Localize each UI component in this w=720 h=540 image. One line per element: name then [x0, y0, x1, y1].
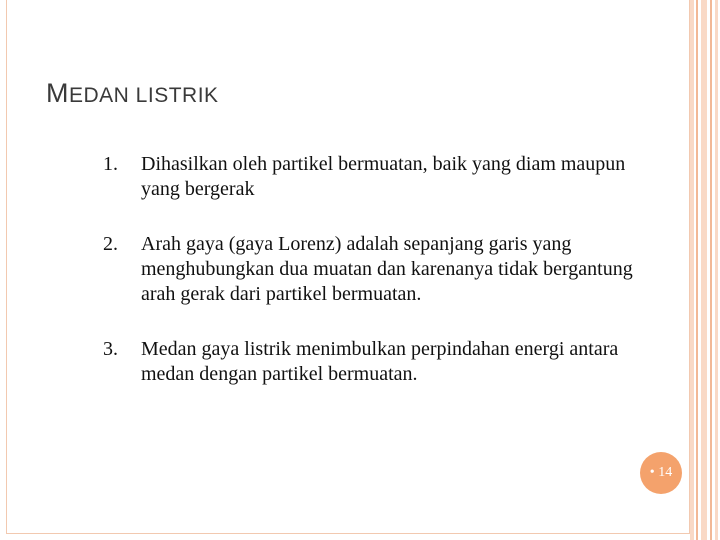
numbered-list [103, 152, 663, 387]
list-item-text: Medan gaya listrik menimbulkan perpindahan energi antara medan dengan partikel bermuatan. [141, 338, 619, 385]
list-item-text: Arah gaya (gaya Lorenz) adalah sepanjang garis yang menghubungkan dua muatan dan karenanya tidak bergantung arah gerak dari partikel bermuatan. [141, 233, 633, 305]
list-item-number: 1. [103, 153, 118, 175]
list-item [103, 337, 663, 387]
stripe-1 [690, 0, 694, 540]
page-number: • 14 [649, 465, 673, 480]
stripe-2 [696, 0, 698, 540]
list-item-text: Dihasilkan oleh partikel bermuatan, baik yang diam maupun yang bergerak [141, 153, 626, 200]
slide-title-rest: EDAN LISTRIK [69, 84, 219, 107]
list-item-number: 3. [103, 338, 118, 360]
slide-title-initial: M [46, 78, 69, 108]
list-item [103, 232, 663, 307]
list-item [103, 152, 663, 202]
stripe-4 [710, 0, 712, 540]
stripe-5 [715, 0, 718, 540]
slide-title [46, 78, 219, 109]
list-item-number: 2. [103, 233, 118, 255]
stripe-3 [701, 0, 707, 540]
page-number-badge [640, 452, 682, 494]
decorative-stripes [690, 0, 720, 540]
